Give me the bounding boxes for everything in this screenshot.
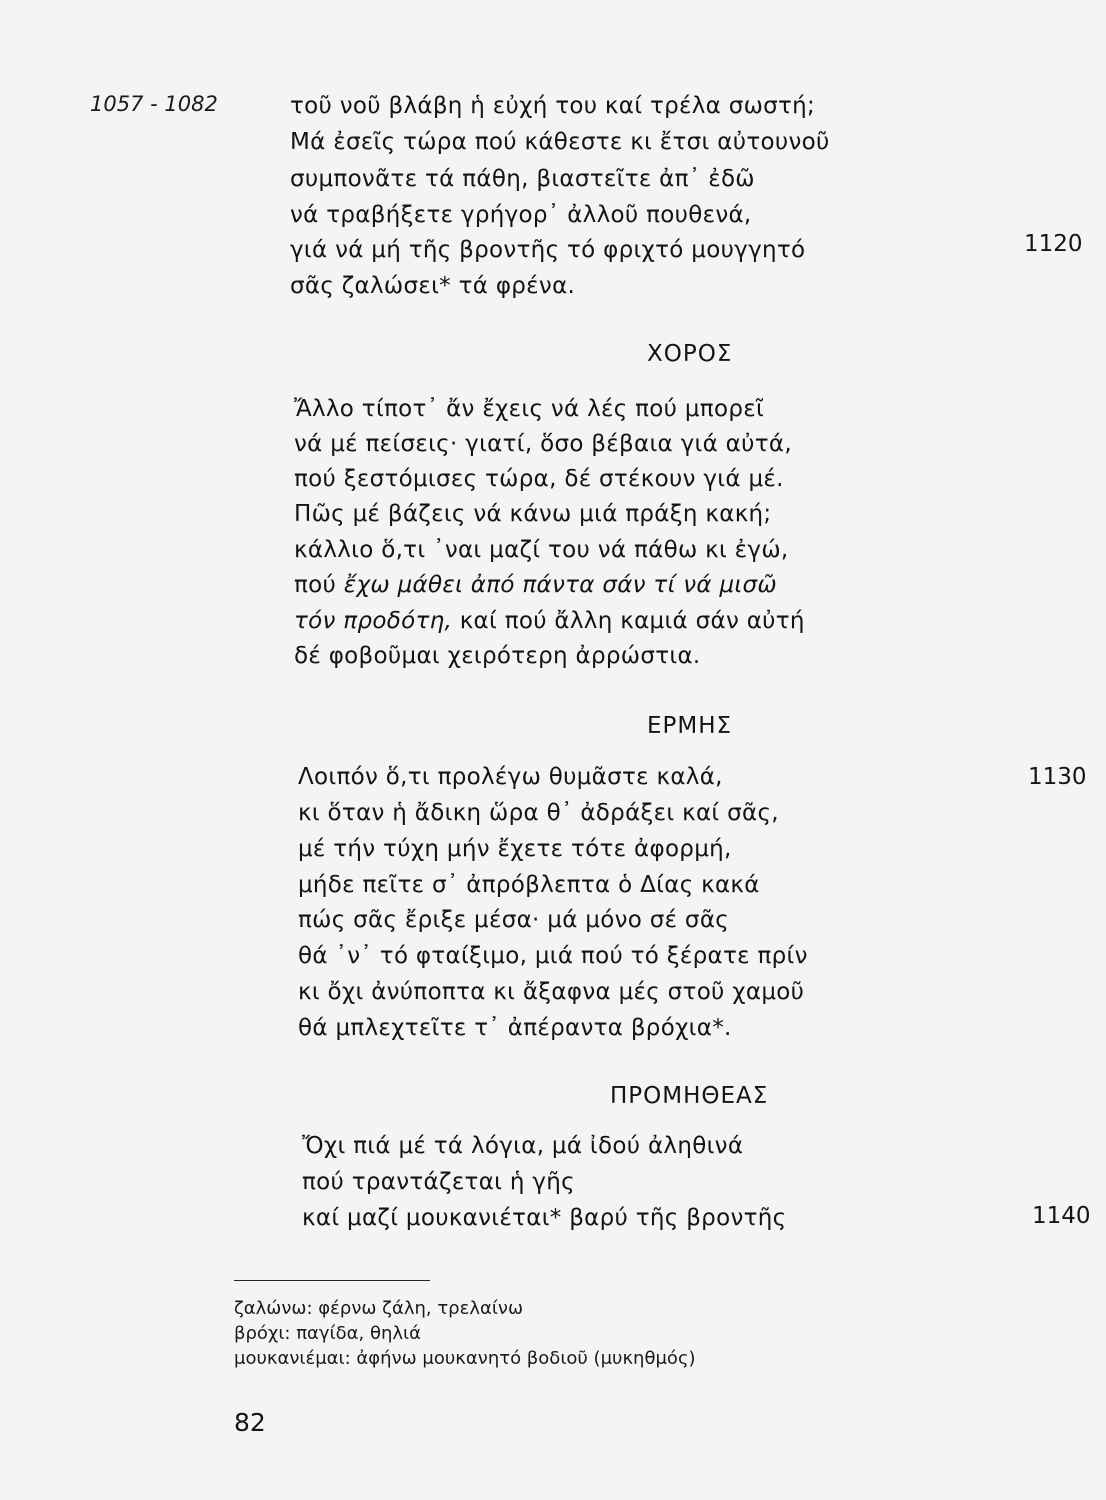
verse-line: θά μπλεχτεῖτε τ᾽ ἀπέραντα βρόχια*. xyxy=(298,1015,732,1041)
speaker-heading: ΕΡΜΗΣ xyxy=(647,713,733,739)
verse-line xyxy=(294,607,805,635)
verse-italic-text: ἔχω μάθει ἀπό πάντα σάν τί νά μισῶ xyxy=(343,572,777,598)
verse-line: πού τραντάζεται ἡ γῆς xyxy=(302,1169,575,1195)
verse-line: συμπονᾶτε τά πάθη, βιαστεῖτε ἀπ᾽ ἐδῶ xyxy=(290,166,755,192)
footnote-divider xyxy=(234,1280,430,1281)
verse-text: πού xyxy=(294,572,344,598)
verse-line: γιά νά μή τῆς βροντῆς τό φριχτό μουγγητό xyxy=(290,237,806,263)
verse-line: σᾶς ζαλώσει* τά φρένα. xyxy=(290,273,576,299)
verse-line xyxy=(294,571,777,599)
verse-line: Λοιπόν ὅ,τι προλέγω θυμᾶστε καλά, xyxy=(298,764,723,790)
page-number: 82 xyxy=(234,1408,266,1437)
verse-italic-text: τόν προδότη, xyxy=(294,608,453,634)
verse-line: πώς σᾶς ἔριξε μέσα· μά μόνο σέ σᾶς xyxy=(298,907,730,933)
verse-line: νά τραβήξετε γρήγορ᾽ ἀλλοῦ πουθενά, xyxy=(290,202,752,228)
footnote: μουκανιέμαι: ἀφήνω μουκανητό βοδιοῦ (μυκηθμός) xyxy=(234,1348,696,1369)
verse-line: Πῶς μέ βάζεις νά κάνω μιά πράξη κακή; xyxy=(294,501,772,527)
speaker-heading: ΧΟΡΟΣ xyxy=(647,341,733,367)
verse-line: θά ᾽ν᾽ τό φταίξιμο, μιά πού τό ξέρατε πρίν xyxy=(298,943,808,969)
verse-line: πού ξεστόμισες τώρα, δέ στέκουν γιά μέ. xyxy=(294,466,784,492)
verse-line: κι ὅταν ἡ ἄδικη ὥρα θ᾽ ἀδράξει καί σᾶς, xyxy=(298,800,779,826)
speaker-heading: ΠΡΟΜΗΘΕΑΣ xyxy=(610,1083,769,1109)
verse-line: τοῦ νοῦ βλάβη ἡ εὐχή του καί τρέλα σωστή; xyxy=(290,93,816,119)
footnote: ζαλώνω: φέρνω ζάλη, τρελαίνω xyxy=(234,1298,524,1319)
verse-line: κι ὄχι ἀνύποπτα κι ἄξαφνα μές στοῦ χαμοῦ xyxy=(298,979,805,1005)
verse-line: Ὄχι πιά μέ τά λόγια, μά ἰδού ἀληθινά xyxy=(302,1133,744,1159)
verse-line: νά μέ πείσεις· γιατί, ὅσο βέβαια γιά αὐτά, xyxy=(294,431,792,457)
line-number: 1130 xyxy=(1028,764,1087,790)
verse-line: δέ φοβοῦμαι χειρότερη ἀρρώστια. xyxy=(294,643,701,669)
verse-text: καί πού ἄλλη καμιά σάν αὐτή xyxy=(452,608,805,634)
verse-line: κάλλιο ὅ,τι ᾽ναι μαζί του νά πάθω κι ἐγώ, xyxy=(294,537,789,563)
verse-reference: 1057 - 1082 xyxy=(90,92,218,116)
line-number: 1140 xyxy=(1032,1203,1091,1229)
verse-line: μήδε πεῖτε σ᾽ ἀπρόβλεπτα ὁ Δίας κακά xyxy=(298,872,760,898)
line-number: 1120 xyxy=(1024,231,1083,257)
verse-line: Ἄλλο τίποτ᾽ ἄν ἔχεις νά λές πού μπορεῖ xyxy=(294,396,765,422)
verse-line: μέ τήν τύχη μήν ἔχετε τότε ἀφορμή, xyxy=(298,836,732,862)
verse-line: καί μαζί μουκανιέται* βαρύ τῆς βροντῆς xyxy=(302,1205,787,1231)
footnote: βρόχι: παγίδα, θηλιά xyxy=(234,1323,421,1344)
verse-line: Μά ἐσεῖς τώρα πού κάθεστε κι ἔτσι αὐτουνοῦ xyxy=(290,129,830,155)
